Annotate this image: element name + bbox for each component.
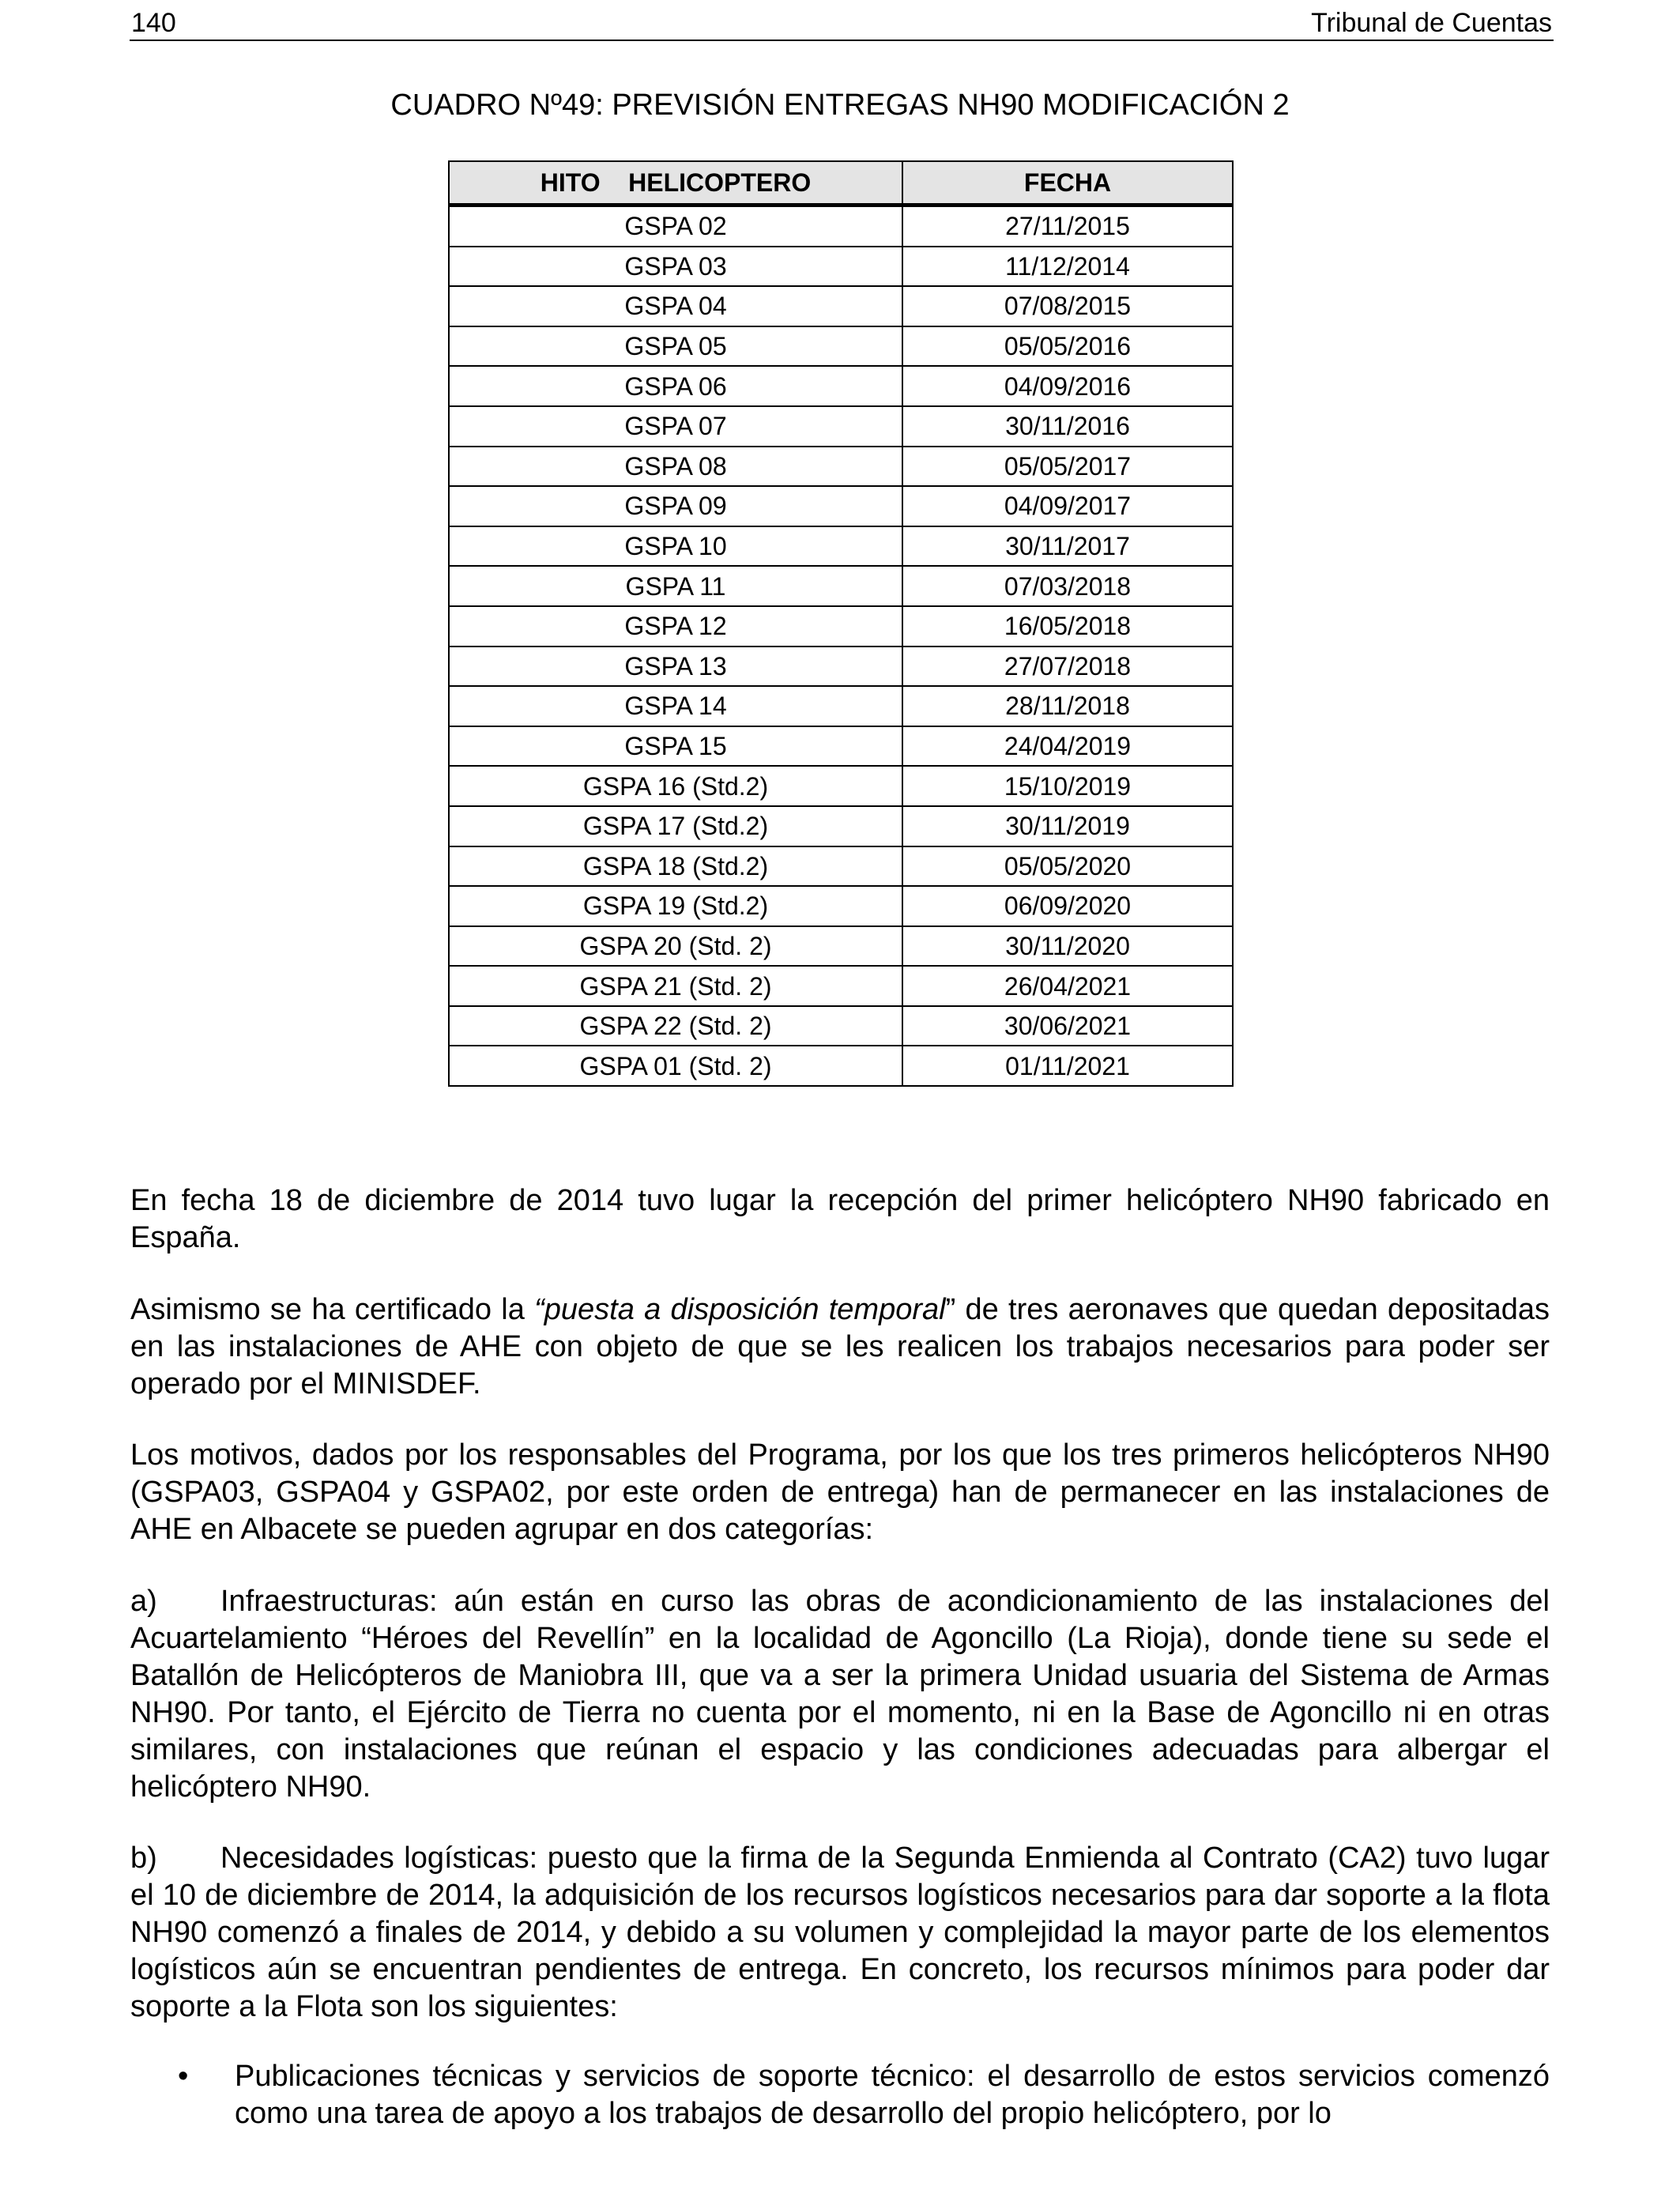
- cell-fecha: 26/04/2021: [902, 966, 1233, 1006]
- cell-fecha: 30/11/2017: [902, 526, 1233, 567]
- list-label-b: b): [130, 1842, 157, 1875]
- cell-fecha: 30/11/2020: [902, 926, 1233, 967]
- paragraph-logistics-text: Necesidades logísticas: puesto que la firma de la Segunda Enmienda al Contrato (CA2) tuvo lugar el 10 de diciembre de 2014, la adquisición de los recursos logísticos necesarios para dar soporte a la flota NH90 comenzó a finales de 2014, y debido a su volumen y complejidad la mayor parte de los elementos logísticos aún se encuentran pendientes de entrega. En concreto, los recursos mínimos para poder dar soporte a la Flota son los siguientes:: [130, 1842, 1550, 2023]
- table-row: [449, 1006, 1233, 1046]
- table-row: [449, 366, 1233, 406]
- page-header: [130, 6, 1554, 41]
- table-header-row: [449, 161, 1233, 205]
- table-row: [449, 966, 1233, 1006]
- paragraph-reception: En fecha 18 de diciembre de 2014 tuvo lugar la recepción del primer helicóptero NH90 fabricado en España.: [130, 1184, 1550, 1254]
- cell-fecha: 27/07/2018: [902, 647, 1233, 687]
- table-row: [449, 926, 1233, 967]
- cell-fecha: 05/05/2020: [902, 846, 1233, 887]
- cell-helicoptero: GSPA 21 (Std. 2): [449, 966, 902, 1006]
- column-header-helicoptero: HELICOPTERO: [628, 168, 812, 197]
- cell-fecha: 06/09/2020: [902, 886, 1233, 926]
- cell-fecha: 24/04/2019: [902, 726, 1233, 767]
- cell-fecha: 04/09/2017: [902, 486, 1233, 526]
- table-row: [449, 606, 1233, 647]
- bullet-icon: •: [178, 2060, 189, 2093]
- cell-helicoptero: GSPA 20 (Std. 2): [449, 926, 902, 967]
- table-row: [449, 326, 1233, 367]
- cell-helicoptero: GSPA 12: [449, 606, 902, 647]
- list-label-a: a): [130, 1585, 157, 1618]
- paragraph-infrastructure-text: Infraestructuras: aún están en curso las obras de acondicionamiento de las instalaciones del Acuartelamiento “Héroes del Revellín” en la localidad de Agoncillo (La Rioja), donde tiene su sede el Batallón de Helicópteros de Maniobra III, que va a ser la primera Unidad usuaria del Sistema de Armas NH90. Por tanto, el Ejército de Tierra no cuenta por el momento, ni en la Base de Agoncillo ni en otras similares, con instalaciones que reúnan el espacio y las condiciones adecuadas para albergar el helicóptero NH90.: [130, 1585, 1550, 1804]
- cell-helicoptero: GSPA 18 (Std.2): [449, 846, 902, 887]
- table-row: [449, 566, 1233, 606]
- header-organization: Tribunal de Cuentas: [1311, 8, 1552, 38]
- paragraph-certification-end: ” de tres aeronaves que quedan depositadas en las instalaciones de AHE con objeto de que se les realicen los trabajos necesarios para poder ser operado por el MINISDEF.: [130, 1293, 1550, 1400]
- cell-fecha: 16/05/2018: [902, 606, 1233, 647]
- cell-fecha: 28/11/2018: [902, 686, 1233, 726]
- table-row: [449, 766, 1233, 806]
- cell-fecha: 15/10/2019: [902, 766, 1233, 806]
- cell-fecha: 30/11/2019: [902, 806, 1233, 846]
- table-row: [449, 726, 1233, 767]
- cell-fecha: 30/11/2016: [902, 406, 1233, 447]
- column-header-fecha: FECHA: [902, 161, 1233, 205]
- table-row: [449, 247, 1233, 287]
- cell-helicoptero: GSPA 11: [449, 566, 902, 606]
- cell-fecha: 01/11/2021: [902, 1046, 1233, 1086]
- cell-helicoptero: GSPA 10: [449, 526, 902, 567]
- paragraph-certification-start: Asimismo se ha certificado la: [130, 1293, 535, 1326]
- cell-helicoptero: GSPA 13: [449, 647, 902, 687]
- cell-helicoptero: GSPA 16 (Std.2): [449, 766, 902, 806]
- cell-helicoptero: GSPA 14: [449, 686, 902, 726]
- cell-fecha: 05/05/2016: [902, 326, 1233, 367]
- column-header-hito: HITO: [540, 168, 601, 197]
- table-row: [449, 205, 1233, 247]
- deliveries-table: [448, 160, 1234, 1087]
- cell-fecha: 11/12/2014: [902, 247, 1233, 287]
- cell-helicoptero: GSPA 08: [449, 447, 902, 487]
- cell-fecha: 07/08/2015: [902, 286, 1233, 326]
- cell-fecha: 04/09/2016: [902, 366, 1233, 406]
- paragraph-infrastructure: [130, 1583, 1550, 1806]
- table-row: [449, 647, 1233, 687]
- table-title: CUADRO Nº49: PREVISIÓN ENTREGAS NH90 MODIFICACIÓN 2: [390, 89, 1290, 122]
- cell-helicoptero: GSPA 04: [449, 286, 902, 326]
- table-row: [449, 806, 1233, 846]
- cell-helicoptero: GSPA 09: [449, 486, 902, 526]
- cell-helicoptero: GSPA 15: [449, 726, 902, 767]
- paragraph-certification: [130, 1291, 1550, 1403]
- cell-helicoptero: GSPA 06: [449, 366, 902, 406]
- cell-helicoptero: GSPA 03: [449, 247, 902, 287]
- cell-fecha: 05/05/2017: [902, 447, 1233, 487]
- paragraph-reasons: Los motivos, dados por los responsables del Programa, por los que los tres primeros helicópteros NH90 (GSPA03, GSPA04 y GSPA02, por este orden de entrega) han de permanecer en las instalaciones de AHE en Albacete se pueden agrupar en dos categorías:: [130, 1438, 1550, 1546]
- cell-helicoptero: GSPA 02: [449, 205, 902, 247]
- table-body: [449, 205, 1233, 1087]
- cell-fecha: 27/11/2015: [902, 205, 1233, 247]
- table-row: [449, 886, 1233, 926]
- bullet-item-publications: Publicaciones técnicas y servicios de soporte técnico: el desarrollo de estos servicios comenzó como una tarea de apoyo a los trabajos de desarrollo del propio helicóptero, por lo: [235, 2060, 1550, 2130]
- table-row: [449, 447, 1233, 487]
- paragraph-logistics: [130, 1840, 1550, 2026]
- cell-helicoptero: GSPA 01 (Std. 2): [449, 1046, 902, 1086]
- column-header-hito-helicoptero: [449, 161, 902, 205]
- cell-helicoptero: GSPA 05: [449, 326, 902, 367]
- cell-helicoptero: GSPA 07: [449, 406, 902, 447]
- table-row: [449, 406, 1233, 447]
- cell-helicoptero: GSPA 22 (Std. 2): [449, 1006, 902, 1046]
- table-row: [449, 526, 1233, 567]
- page-number: 140: [131, 8, 176, 38]
- quoted-term: “puesta a disposición temporal: [534, 1293, 946, 1326]
- table-row: [449, 1046, 1233, 1086]
- cell-helicoptero: GSPA 17 (Std.2): [449, 806, 902, 846]
- table-row: [449, 286, 1233, 326]
- cell-fecha: 07/03/2018: [902, 566, 1233, 606]
- cell-helicoptero: GSPA 19 (Std.2): [449, 886, 902, 926]
- cell-fecha: 30/06/2021: [902, 1006, 1233, 1046]
- table-row: [449, 846, 1233, 887]
- table-row: [449, 686, 1233, 726]
- table-row: [449, 486, 1233, 526]
